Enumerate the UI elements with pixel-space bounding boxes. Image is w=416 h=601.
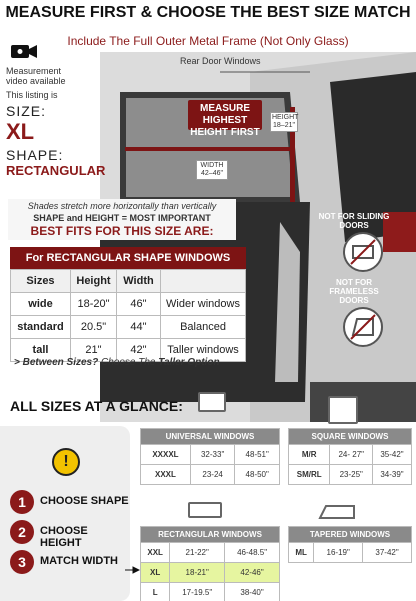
frameless-door-icon (343, 307, 383, 347)
size-value: XL (6, 119, 35, 144)
shape-value: RECTANGULAR (6, 163, 106, 178)
steps-panel (0, 426, 130, 601)
header-height: Height (71, 270, 117, 293)
header-sizes: Sizes (11, 270, 71, 293)
rectangular-windows-table: RECTANGULAR WINDOWS XXL 21-22" 46-48.5" XL 18-21" 42-46" L 17-19.5" 38-40" (140, 526, 280, 601)
table-row: XXL 21-22" 46-48.5" (141, 543, 280, 563)
step-1-number: 1 (10, 490, 34, 514)
universal-windows-table: UNIVERSAL WINDOWS XXXXL 32-33" 48-51" XXXL 23-24 48-50" (140, 428, 280, 485)
step-3-label: MATCH WIDTH (40, 555, 118, 567)
table-row: ML 16-19" 37-42" (289, 543, 412, 563)
left-panel (6, 40, 106, 178)
alert-icon: ! (52, 448, 80, 476)
pointing-hand-icon (124, 561, 140, 580)
universal-window-icon (198, 392, 226, 412)
step-3-number: 3 (10, 550, 34, 574)
video-camera-icon (10, 42, 106, 64)
width-label: WIDTH 42–46" (196, 160, 228, 180)
info-line-2: SHAPE and HEIGHT = MOST IMPORTANT (33, 213, 211, 223)
rectangular-window-icon (188, 502, 222, 518)
measure-highest-callout: MEASURE HIGHEST HEIGHT FIRST (188, 100, 262, 130)
table-row: wide 18-20" 46" Wider windows (11, 293, 246, 316)
photo-caption: Rear Door Windows (180, 56, 261, 66)
between-sizes-note: > Between Sizes? Choose The Taller Option (14, 357, 220, 368)
table-row: XXXXL 32-33" 48-51" (141, 445, 280, 465)
tapered-window-icon (316, 504, 358, 524)
header-tips (161, 270, 246, 293)
not-sliding-badge: NOT FOR SLIDING DOORS (334, 212, 392, 272)
table-row: standard 20.5" 44" Balanced (11, 316, 246, 339)
step-2-number: 2 (10, 520, 34, 544)
table-header-row (11, 270, 246, 293)
info-line-1: Shades stretch more horizontally than vertically (27, 201, 217, 211)
square-windows-table: SQUARE WINDOWS M/R 24- 27" 35-42" SM/RL 23-25" 34-39" (288, 428, 412, 485)
listing-text: This listing is (6, 90, 58, 100)
table-row: L 17-19.5" 38-40" (141, 583, 280, 601)
page-title: MEASURE FIRST & CHOOSE THE BEST SIZE MATCH (5, 4, 411, 21)
page-subtitle: Include The Full Outer Metal Frame (Not Only Glass) (67, 34, 349, 48)
table-row: XXXL 23-24 48-50" (141, 465, 280, 485)
table-title: For RECTANGULAR SHAPE WINDOWS (10, 247, 246, 269)
size-label: SIZE: (6, 103, 47, 119)
shape-label: SHAPE: (6, 147, 64, 163)
glance-title: ALL SIZES AT A GLANCE: (10, 398, 183, 414)
not-frameless-badge: NOT FOR FRAMELESS DOORS (334, 278, 392, 347)
table-row: SM/RL 23-25" 34-39" (289, 465, 412, 485)
sliding-door-icon (343, 232, 383, 272)
height-label: HEIGHT 18–21" (270, 112, 298, 132)
table-row-highlighted: XL 18-21" 42-46" (141, 563, 280, 583)
rectangular-size-table (10, 247, 246, 362)
best-fits-heading: BEST FITS FOR THIS SIZE ARE: (30, 224, 214, 238)
table-row: tall 21" 42" Taller windows (11, 339, 246, 362)
tapered-windows-table: TAPERED WINDOWS ML 16-19" 37-42" (288, 526, 412, 563)
step-1-label: CHOOSE SHAPE (40, 495, 129, 507)
step-2-label: CHOOSE HEIGHT (40, 525, 88, 549)
square-window-icon (328, 396, 358, 424)
video-available-text: Measurement video available (6, 66, 66, 86)
table-row: M/R 24- 27" 35-42" (289, 445, 412, 465)
info-box (8, 199, 236, 240)
header-width: Width (117, 270, 161, 293)
